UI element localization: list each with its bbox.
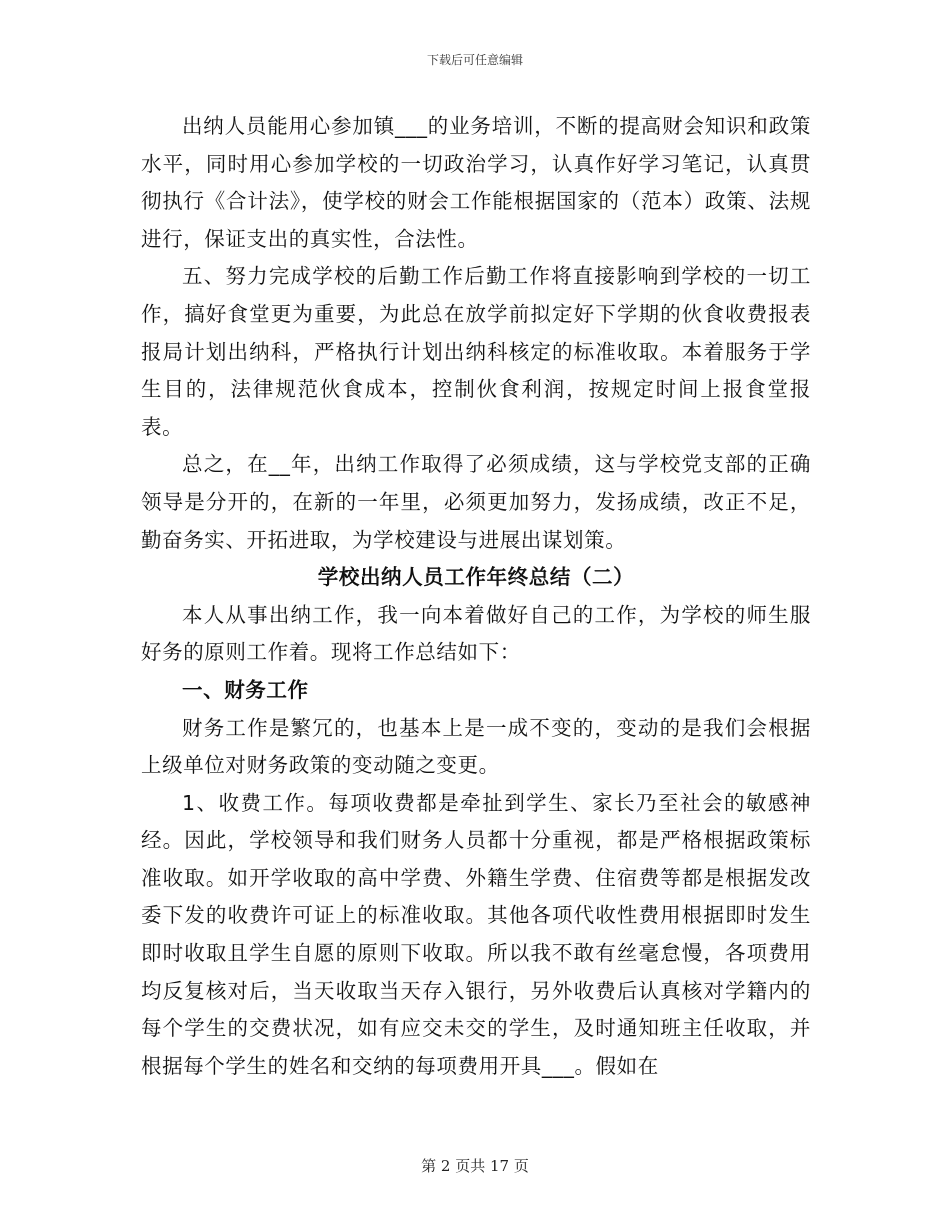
paragraph: 总之，在__年，出纳工作取得了必须成绩，这与学校党支部的正确领导是分开的，在新的一年里，必须更加努力，发扬成绩，改正不足，勤奋务实、开拓进取，为学校建设与进展出谋划策。 [141, 452, 811, 552]
paragraph: 五、努力完成学校的后勤工作后勤工作将直接影响到学校的一切工作，搞好食堂更为重要，为此总在放学前拟定好下学期的伙食收费报表报局计划出纳科，严格执行计划出纳科核定的标准收取。本着服务于学生目的，法律规范伙食成本，控制伙食利润，按规定时间上报食堂报表。 [141, 264, 811, 439]
paragraph: 1、收费工作。每项收费都是牵扯到学生、家长乃至社会的敏感神经。因此，学校领导和我们财务人员都十分重视，都是严格根据政策标准收取。如开学收取的高中学费、外籍生学费、住宿费等都是根据发改委下发的收费许可证上的标准收取。其他各项代收性费用根据即时发生即时收取且学生自愿的原则下收取。所以我不敢有丝毫怠慢，各项费用均反复核对后，当天收取当天存入银行，另外收费后认真核对学籍内的每个学生的交费状况，如有应交未交的学生，及时通知班主任收取，并根据每个学生的姓名和交纳的每项费用开具___。假如在 [141, 790, 811, 1078]
section-title: 学校出纳人员工作年终总结（二） [317, 565, 635, 590]
page-footer: 第 2 页共 17 页 [421, 1157, 529, 1175]
paragraph: 出纳人员能用心参加镇___的业务培训，不断的提高财会知识和政策水平，同时用心参加学校的一切政治学习，认真作好学习笔记，认真贯彻执行《合计法》，使学校的财会工作能根据国家的（范本）政策、法规进行，保证支出的真实性，合法性。 [141, 114, 811, 251]
paragraph: 财务工作是繁冗的，也基本上是一成不变的，变动的是我们会根据上级单位对财务政策的变动随之变更。 [141, 715, 811, 778]
document-body [141, 108, 811, 1085]
page-header: 下载后可任意编辑 [426, 53, 523, 67]
intro-paragraph: 本人从事出纳工作，我一向本着做好自己的工作，为学校的师生服好务的原则工作着。现将工作总结如下： [141, 602, 811, 665]
subheading: 一、财务工作 [182, 677, 309, 702]
